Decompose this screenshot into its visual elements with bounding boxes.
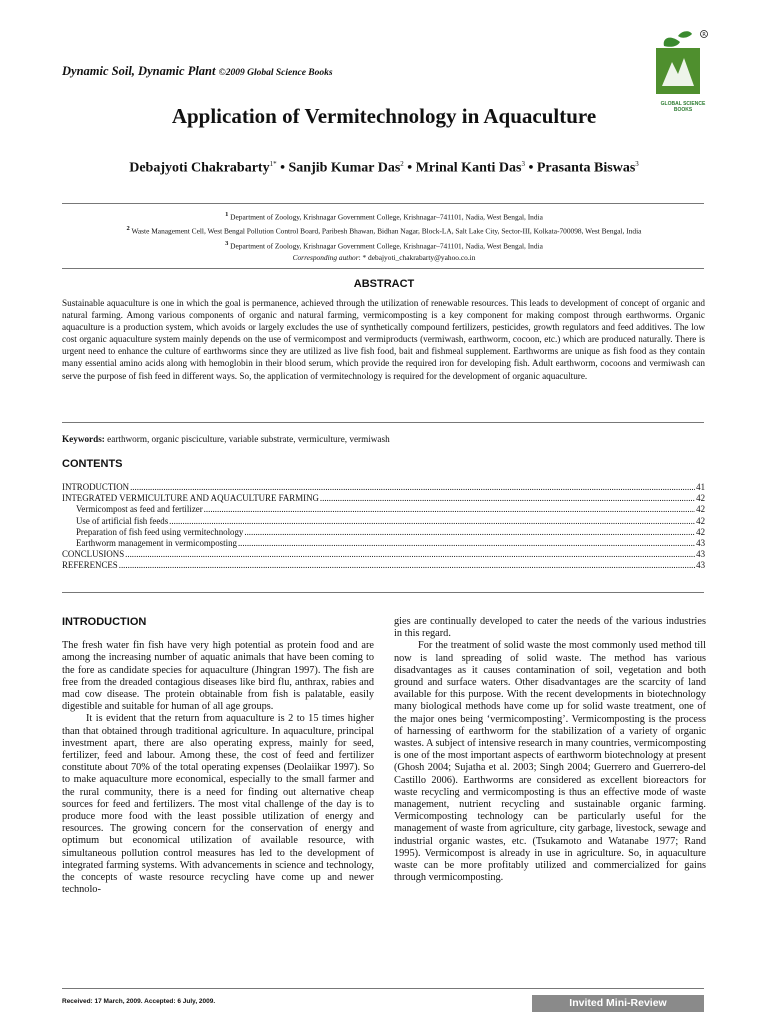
affiliation <box>0 209 768 223</box>
contents-heading: CONTENTS <box>62 458 123 470</box>
toc-title: Earthworm management in vermicomposting <box>76 538 237 549</box>
corresponding-email[interactable]: : * debajyoti_chakrabarty@yahoo.co.in <box>358 253 476 263</box>
divider <box>62 268 704 269</box>
affiliation-text: Waste Management Cell, West Bengal Pollution Control Board, Paribesh Bhawan, Bidhan Nagar, Block-LA, Salt Lake City, Sector-III, Kolkata-700098, West Bengal, India <box>131 226 642 236</box>
leaf-logo-icon <box>652 28 714 96</box>
affiliation-num: 1 <box>225 211 229 218</box>
toc-leader <box>238 538 695 549</box>
author-sup: 2 <box>400 160 404 168</box>
affiliations <box>0 209 768 264</box>
body-paragraph: It is evident that the return from aquaculture is 2 to 15 times higher than that obtained through traditional agriculture. In aquaculture, principal investment apart, there are also operating express, mainly for seed, fertilizer, feed and labour. Among these, the cost of feed and fertilizer constitute about 70% of the total operating expenses (Deolaiikar 1997). So to make aquaculture more economical, especially to the small farmer and the rural community, there is a need for finding out alternative cheap sources for feed and fertilizers. The most vital challenge of the day is to produce more food with the least possible utilization of energy and resources. The growing concern for the conservation of energy and optimum but economical utilization of available resource, with simultaneous pollution control measures has led to the development of integrated farming systems. With advancements in science and technology, the concepts of waste resource recycling have come up and newer technolo- <box>62 713 374 896</box>
toc-item-vermicompost-feed[interactable] <box>62 504 705 515</box>
toc-leader <box>130 482 695 493</box>
copyright: ©2009 Global Science Books <box>218 68 333 78</box>
toc-item-conclusions[interactable] <box>62 549 705 560</box>
toc-leader <box>320 493 695 504</box>
toc-item-integrated-farming[interactable] <box>62 493 705 504</box>
paper-title: Application of Vermitechnology in Aquaculture <box>171 104 597 128</box>
svg-text:R: R <box>702 32 706 38</box>
abstract-heading: ABSTRACT <box>353 278 415 290</box>
publisher-logo <box>652 28 714 114</box>
journal-name: Dynamic Soil, Dynamic Plant <box>62 64 216 78</box>
affiliation <box>0 238 768 252</box>
toc-title: INTRODUCTION <box>62 482 130 492</box>
divider <box>62 592 704 593</box>
journal-header <box>62 64 333 79</box>
author-separator: • <box>276 160 289 176</box>
keywords-text: earthworm, organic pisciculture, variable substrate, vermiculture, vermiwash <box>107 434 390 444</box>
toc-title: REFERENCES <box>62 560 118 571</box>
toc-page: 42 <box>696 493 705 504</box>
toc-item-fish-feed-prep[interactable] <box>62 527 705 538</box>
toc-item-introduction[interactable] <box>62 482 705 493</box>
toc-page: 43 <box>696 549 705 560</box>
toc-title: Vermicompost as feed and fertilizer <box>76 504 203 515</box>
author-list <box>0 160 768 177</box>
toc-title: Preparation of fish feed using vermitechnology <box>76 526 244 537</box>
corresponding-author <box>0 252 768 264</box>
author-sup: 3 <box>635 160 639 168</box>
article-type-badge: Invited Mini-Review <box>532 995 704 1012</box>
body-paragraph: For the treatment of solid waste the most commonly used method till now is land spreading of solid waste. The method has various disadvantages as it causes contamination of soil, vegetation and both ground and surface waters. Other disadvantages are the scarcity of land available for this purpose. With the recent developments in biotechnology many biological methods have come up for solid waste treatment, one of the major ones being ‘vermicomposting’. Vermicomposting is the process of harnessing of earthworm for the stabilization of a variety of organic wastes. A subject of intensive research in many countries, vermicomposting is one of the most important aspects of earthworm biotechnology at present (Ghosh 2004; Sujatha et al. 2003; Singh 2004; Guerrero and Guerrero-del Castillo 2006). Earthworms are considered as excellent bioreactors for waste recycling and vermicomposting is thus an effective mode of waste management, nutrient recycling and sustainable organic farming. Vermicomposting technology can be particularly useful for the management of waste from agriculture, city garbage, livestock, sewage and industrial organic wastes, etc. (Tsukamoto and Watanabe 1977; Rand 1995). Vermicompost is already in use in agriculture. So, in aquaculture waste can be more profitably utilized and commercialized for gains through vermicomposting. <box>394 640 706 884</box>
abstract-text: Sustainable aquaculture is one in which the goal is permanence, achieved through the utilization of renewable resources. This leads to development of concept of organic and natural farming. Among various components of organic and natural farming, vermicomposting is a key component for making compost through earthworms. Organic aquaculture is a production system, which avoids or largely excludes the use of synthetically compound fertilizers, pesticides, growth regulators and feed additives. The low cost organic aquaculture system mainly depends on the use of vermicompost and vermiproducts (vermiwash, earthworm, cocoon, etc.) which are produced naturally. There is urgent need to enhance the culture of earthworms since they are utilized as live fish food, bait and fishmeal supplement. Earthworms are unique as fish food as they contain many essential amino acids along with hemoglobin in their blood serum, which provide the required iron for developing fish. Adult earthworm, cocoons and vermiwash can serve the purpose of fish feed in different ways. So, the application of vermitechnology is required for the development of organic aquaculture. <box>62 298 705 381</box>
divider <box>62 422 704 423</box>
toc-leader <box>125 549 695 560</box>
affiliation <box>0 223 768 237</box>
toc-title: INTEGRATED VERMICULTURE AND AQUACULTURE FARMING <box>62 493 319 504</box>
keywords <box>62 434 390 444</box>
toc-leader <box>169 516 695 527</box>
divider <box>62 203 704 204</box>
toc-page: 42 <box>696 515 705 526</box>
corresponding-label: Corresponding author <box>292 253 359 263</box>
author: Debajyoti Chakrabarty <box>129 160 270 176</box>
author-separator: • <box>524 160 537 176</box>
logo-text: GLOBAL SCIENCE BOOKS <box>660 101 706 113</box>
toc-item-references[interactable] <box>62 560 705 571</box>
footer-divider <box>62 988 704 989</box>
table-of-contents <box>62 482 705 572</box>
affiliation-text: Department of Zoology, Krishnagar Government College, Krishnagar–741101, Nadia, West Bengal, India <box>230 212 543 222</box>
toc-page: 43 <box>696 538 705 549</box>
affiliation-num: 2 <box>126 225 130 233</box>
toc-title: CONCLUSIONS <box>62 549 125 560</box>
keywords-label: Keywords: <box>62 434 105 444</box>
author-sup: 1* <box>269 160 277 168</box>
author-sup: 3 <box>521 160 525 168</box>
toc-page: 42 <box>696 526 705 537</box>
author-separator: • <box>403 160 416 176</box>
body-column-left <box>62 616 374 896</box>
toc-page: 43 <box>696 560 705 571</box>
body-paragraph: The fresh water fin fish have very high potential as protein food and are among the increasing number of aquatic animals that have been coming to the fore as candidate species for aquaculture (Jhingran 1997). The fish are free from the dreaded contagious diseases like bird flu, anthrax, rabies and mad cow disease. The protein obtainable from fish is palatable, easily digestible and suitable for human of all age groups. <box>62 640 374 713</box>
toc-leader <box>204 504 695 515</box>
author: Sanjib Kumar Das <box>288 160 401 176</box>
toc-title: Use of artificial fish feeds <box>76 515 169 526</box>
affiliation-text: Department of Zoology, Krishnagar Government College, Krishnagar–741101, Nadia, West Bengal, India <box>230 241 543 251</box>
received-date: Received: 17 March, 2009. Accepted: 6 July, 2009. <box>62 998 216 1005</box>
toc-item-earthworm-management[interactable] <box>62 538 705 549</box>
author: Prasanta Biswas <box>536 160 636 176</box>
affiliation-num: 3 <box>225 239 229 247</box>
toc-item-artificial-feeds[interactable] <box>62 516 705 527</box>
body-column-right <box>394 616 706 884</box>
body-paragraph: gies are continually developed to cater the needs of the various industries in this regard. <box>394 616 706 640</box>
toc-leader <box>244 527 695 538</box>
toc-page: 41 <box>696 482 705 492</box>
introduction-heading: INTRODUCTION <box>62 616 147 628</box>
toc-page: 42 <box>696 504 705 515</box>
toc-leader <box>119 560 695 571</box>
author: Mrinal Kanti Das <box>415 160 522 176</box>
